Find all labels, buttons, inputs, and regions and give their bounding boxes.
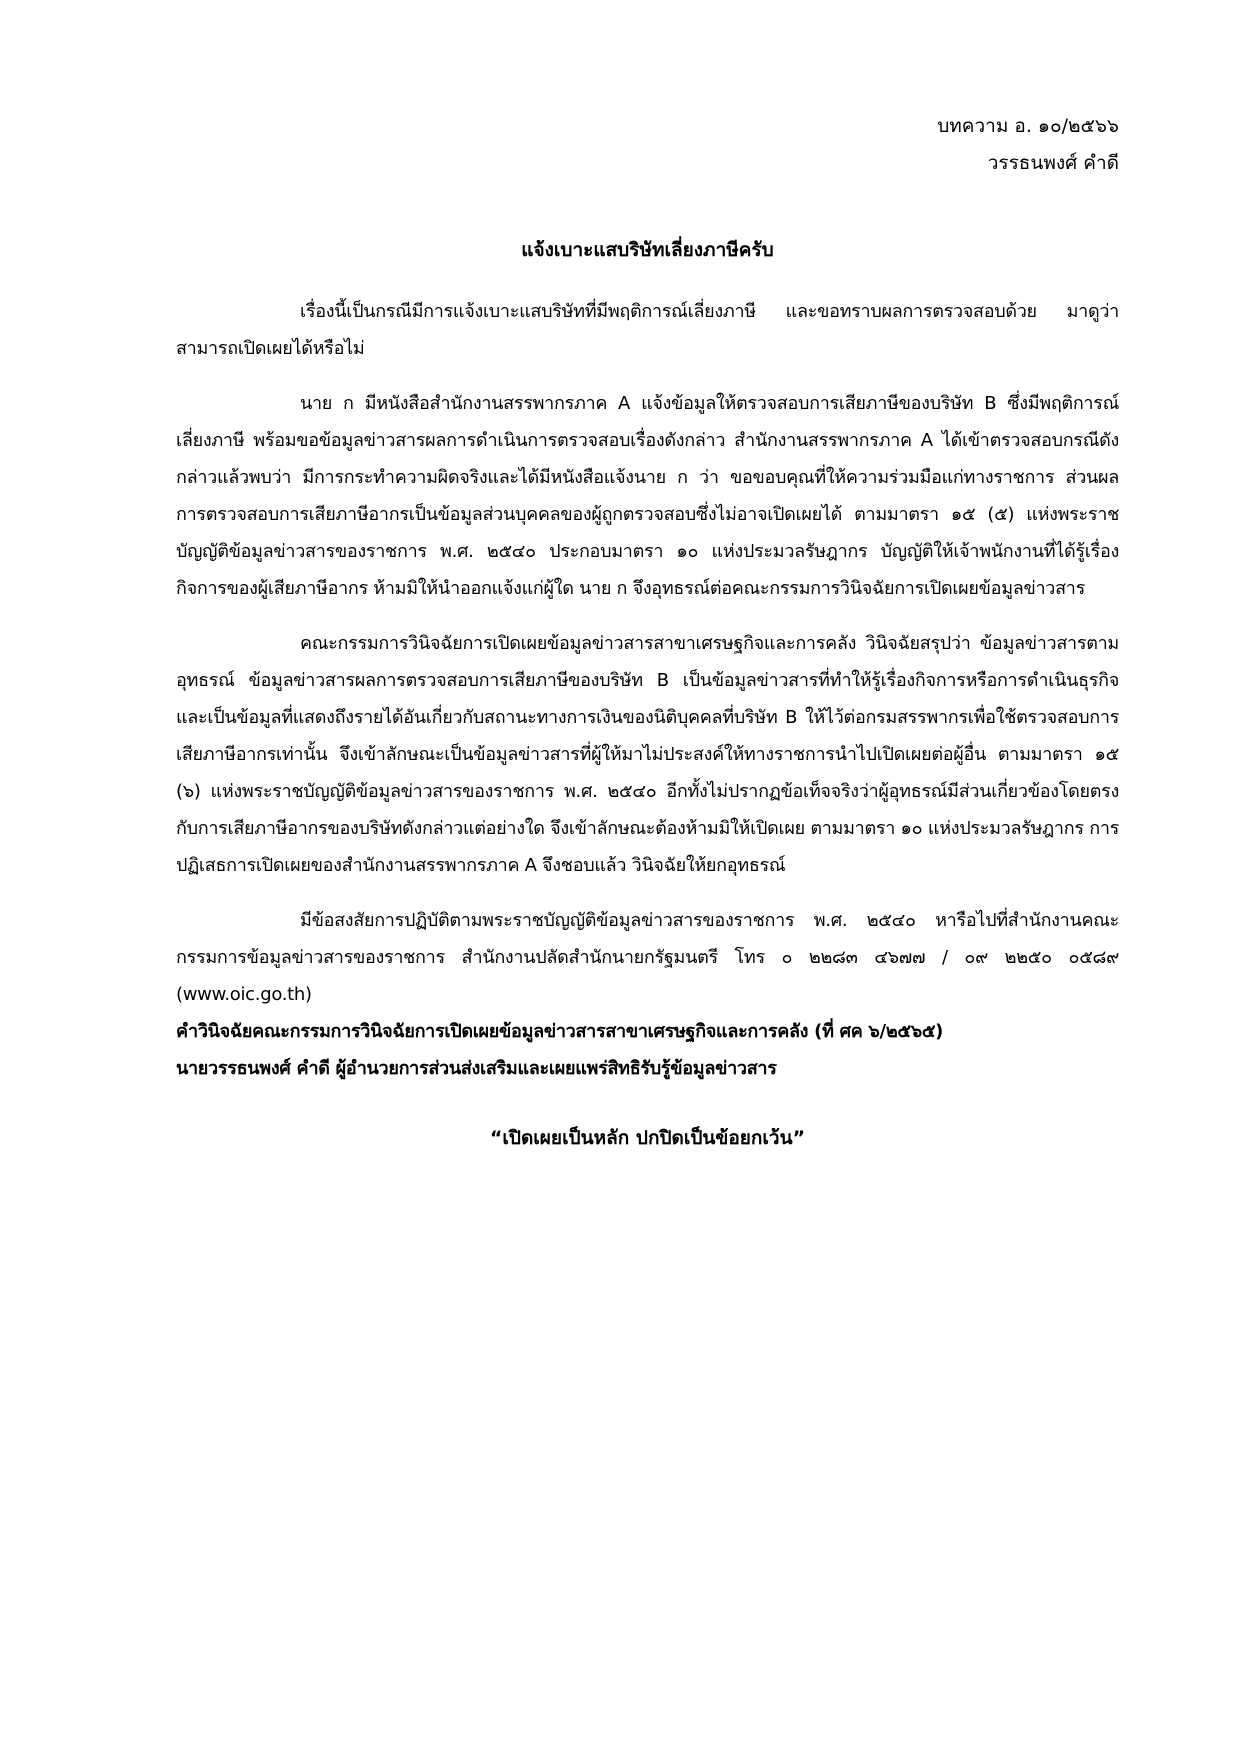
article-title: แจ้งเบาะแสบริษัทเลี่ยงภาษีครับ (521, 239, 774, 261)
slogan: “เปิดเผยเป็นหลัก ปกปิดเป็นข้อยกเว้น” (489, 1127, 806, 1149)
paragraph-facts: นาย ก มีหนังสือสำนักงานสรรพากรภาค A แจ้งข้อมูลให้ตรวจสอบการเสียภาษีของบริษัท B ซึ่งมีพฤติการณ์เลี่ยงภาษี พร้อมขอข้อมูลข่าวสารผลการดำเนินการตรวจสอบเรื่องดังกล่าว สำนักงานสรรพากรภาค A ได้เข้าตรวจสอบกรณีดังกล่าวแล้วพบว่า มีการกระทำความผิดจริงและได้มีหนังสือแจ้งนาย ก ว่า ขอขอบคุณที่ให้ความร่วมมือแก่ทางราชการ ส่วนผลการตรวจสอบการเสียภาษีอากรเป็นข้อมูลส่วนบุคคลของผู้ถูกตรวจสอบซึ่งไม่อาจเปิดเผยได้ ตามมาตรา ๑๕ (๕) แห่งพระราชบัญญัติข้อมูลข่าวสารของราชการ พ.ศ. ๒๕๔๐ ประกอบมาตรา ๑๐ แห่งประมวลรัษฎากร บัญญัติให้เจ้าพนักงานที่ได้รู้เรื่องกิจการของผู้เสียภาษีอากร ห้ามมิให้นำออกแจ้งแก่ผู้ใด นาย ก จึงอุทธรณ์ต่อคณะกรรมการวินิจฉัยการเปิดเผยข้อมูลข่าวสาร (176, 393, 1119, 599)
paragraph-contact: มีข้อสงสัยการปฏิบัติตามพระราชบัญญัติข้อมูลข่าวสารของราชการ พ.ศ. ๒๕๔๐ หารือไปที่สำนักงานคณะกรรมการข้อมูลข่าวสารของราชการ สำนักงานปลัดสำนักนายกรัฐมนตรี โทร ๐ ๒๒๘๓ ๔๖๗๗ / ๐๙ ๒๒๕๐ ๐๕๘๙ (www.oic.go.th) (176, 910, 1119, 1005)
paragraph-ruling: คณะกรรมการวินิจฉัยการเปิดเผยข้อมูลข่าวสารสาขาเศรษฐกิจและการคลัง วินิจฉัยสรุปว่า ข้อมูลข่าวสารตามอุทธรณ์ ข้อมูลข่าวสารผลการตรวจสอบการเสียภาษีของบริษัท B เป็นข้อมูลข่าวสารที่ทำให้รู้เรื่องกิจการหรือการดำเนินธุรกิจและเป็นข้อมูลที่แสดงถึงรายได้อันเกี่ยวกับสถานะทางการเงินของนิติบุคคลที่บริษัท B ให้ไว้ต่อกรมสรรพากรเพื่อใช้ตรวจสอบการเสียภาษีอากรเท่านั้น จึงเข้าลักษณะเป็นข้อมูลข่าวสารที่ผู้ให้มาไม่ประสงค์ให้ทางราชการนำไปเปิดเผยต่อผู้อื่น ตามมาตรา ๑๕ (๖) แห่งพระราชบัญญัติข้อมูลข่าวสารของราชการ พ.ศ. ๒๕๔๐ อีกทั้งไม่ปรากฏข้อเท็จจริงว่าผู้อุทธรณ์มีส่วนเกี่ยวข้องโดยตรงกับการเสียภาษีอากรของบริษัทดังกล่าวแต่อย่างใด จึงเข้าลักษณะต้องห้ามมิให้เปิดเผย ตามมาตรา ๑๐ แห่งประมวลรัษฎากร การปฏิเสธการเปิดเผยของสำนักงานสรรพากรภาค A จึงชอบแล้ว วินิจฉัยให้ยกอุทธรณ์ (176, 633, 1119, 876)
ruling-reference: คำวินิจฉัยคณะกรรมการวินิจฉัยการเปิดเผยข้อมูลข่าวสารสาขาเศรษฐกิจและการคลัง (ที่ ศค ๖/๒๕๖๕) (176, 1021, 944, 1042)
author-position: นายวรรธนพงศ์ คำดี ผู้อำนวยการส่วนส่งเสริมและเผยแพร่สิทธิรับรู้ข้อมูลข่าวสาร (176, 1058, 777, 1079)
document-header (176, 108, 1119, 182)
article-number: บทความ อ. ๑๐/๒๕๖๖ (937, 115, 1119, 137)
author-name: วรรธนพงศ์ คำดี (987, 152, 1119, 174)
paragraph-intro: เรื่องนี้เป็นกรณีมีการแจ้งเบาะแสบริษัทที่มีพฤติการณ์เลี่ยงภาษี และขอทราบผลการตรวจสอบด้วย มาดูว่า สามารถเปิดเผยได้หรือไม่ (176, 301, 1119, 359)
